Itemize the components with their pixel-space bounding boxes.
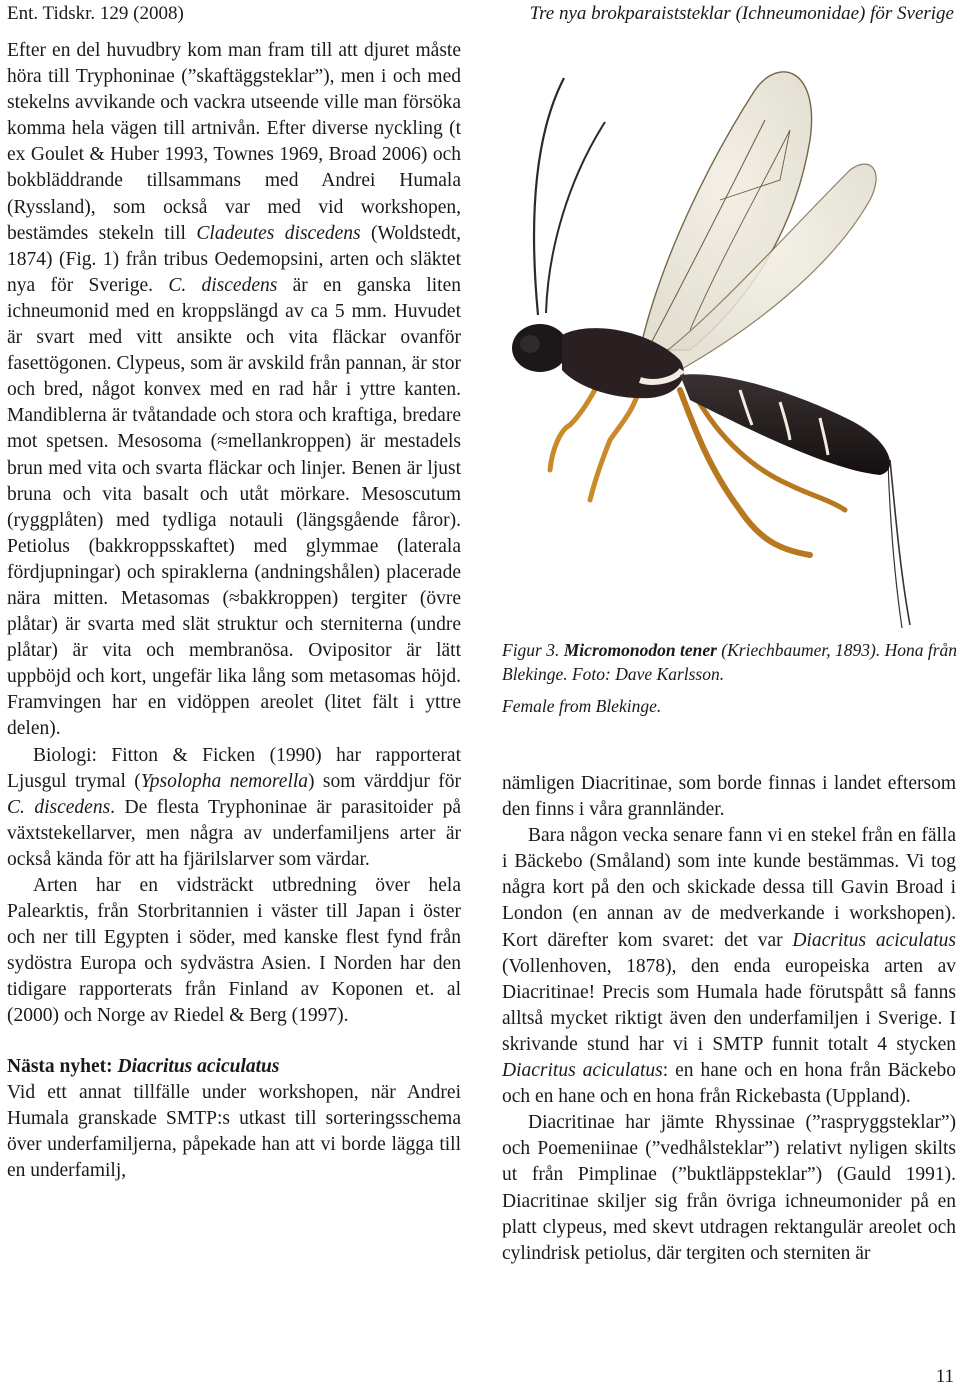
paragraph (7, 873, 461, 1030)
text-run: Bara någon vecka senare fann vi en stekel från en fälla i Bäckebo (Småland) som inte kunde bestämmas. Vi tog några kort på den och skickade dessa till Gavin Broad i London (en annan av de medverkande i workshopen). Kort därefter kom svaret: det var (502, 825, 956, 951)
text-run: Arten har en vidsträckt utbredning över hela Palearktis, från Storbritannien i väster till Japan i öster och ner till Egypten i söder, med kanske flest fynd från sydöstra Europa och sydvästra Asien. I Norden har den tidigare rapporterats från Finland av Koponen et. al (2000) och Norge av Riedel & Berg (1997). (7, 875, 461, 1027)
leg (550, 380, 600, 470)
text-run: . De flesta Tryphoninae är parasitoider på växtstekellarver, men några av underfamiljens arter är också kända för att ha fjärilslarver som värdar. (7, 796, 461, 870)
wasp-photo (490, 30, 960, 630)
left-column (7, 38, 461, 1184)
text-run: Biologi: Fitton & Ficken (1990) har rapporterat Ljusgul trymal ( (7, 744, 461, 792)
text-run: är en ganska liten ichneumonid med en kroppslängd av ca 5 mm. Huvudet är svart med vitt ansikte och vita fläckar ovanför fasettögonen. Clypeus, som är avskild från pannan, är stor och bred, något konvex med en rad hår i yttre kanten. Mandiblerna är tvåtandade och stora och kraftiga, bredare mot spetsen. Mesosoma (≈mellankroppen) är mestadels brun med vita och svarta fläckar och linjer. Benen är ljust bruna och vita basalt och utåt mörkare. Mesoscutum (ryggplåten) med tydliga notauli (längsgående fåror). Petiolus (bakkroppsskaftet) med glymmae (laterala fördjupningar) och spiraklerna (andningshålen) placerade nära mitten. Metasomas (≈bakkroppen) tergiter (övre plåtar) är svarta med slät struktur och sterniterna (undre plåtar) är vita och membranösa. Ovipositor är lätt uppböjd och kort, ungefär lika lång som metasomas höjd. Framvingen har en vidöppen areolet (litet fält i yttre delen). (7, 274, 461, 740)
paragraph (7, 743, 461, 873)
text-run: nämligen Diacritinae, som borde finnas i landet eftersom den finns i våra grannländer. (502, 773, 956, 821)
right-column (502, 771, 956, 1267)
text-run: (Woldstedt, 1874) (Fig. 1) från tribus Oedemopsini, arten och släktet nya för Sverige. (7, 222, 461, 296)
paragraph (7, 1080, 461, 1184)
italic-run: C. discedens (168, 274, 278, 296)
italic-run: Diacritus aciculatus (792, 929, 956, 951)
text-run: (Vollenhoven, 1878), den enda europeiska arten av Diacritinae! Precis som Humala hade förutspått så fanns alltså mycket riktigt även den underfamiljen i Sverige. I skrivande stund har vi i SMTP funnit totalt 4 stycken (502, 955, 956, 1055)
caption-species: Micromonodon tener (563, 640, 717, 660)
paragraph (502, 823, 956, 1110)
section-heading (7, 1054, 461, 1080)
caption-text: (Kriechbaumer, 1893). Hona från Blekinge. Foto: Dave Karlsson. (502, 640, 958, 684)
text-run: Vid ett annat tillfälle under workshopen, när Andrei Humala granskade SMTP:s utkast till sorteringsschema över underfamiljerna, påpekade han att vi borde lägga till en underfamilj, (7, 1081, 461, 1181)
figure-caption (502, 638, 960, 726)
running-header-left: Ent. Tidskr. 129 (2008) (7, 3, 184, 24)
caption-main (502, 638, 960, 686)
italic-run: C. discedens (7, 796, 111, 818)
text-run: Diacritinae har jämte Rhyssinae (”raspryggsteklar”) och Poemeniinae (”vedhålsteklar”) relativt nyligen skilts ut från Pimplinae (”buktläppsteklar”) (Gauld 1991). Diacritinae skiljer sig från övriga ichneumonider på en platt clypeus, med skevt utdragen rektangulär areolet och cylindrisk petiolus, där tergiten och sterniten är (502, 1112, 956, 1264)
caption-label: Figur 3. (502, 640, 564, 660)
paragraph (502, 771, 956, 823)
heading-species: Diacritus aciculatus (117, 1055, 280, 1077)
paragraph (7, 38, 461, 743)
page-number: 11 (935, 1366, 954, 1387)
italic-run: Cladeutes discedens (196, 222, 361, 244)
heading-prefix: Nästa nyhet: (7, 1055, 118, 1077)
text-run: ) som värddjur för (308, 770, 461, 792)
text-run: : en hane och en hona från Bäckebo och en hane och en hona från Rickebasta (Uppland). (502, 1060, 956, 1108)
text-run: Efter en del huvudbry kom man fram till att djuret måste höra till Tryphoninae (”skaftäggsteklar”), men i och med stekelns avvikande och vackra utseende ville man försöka komma hela vägen till artnivån. Efter diverse nyckling (t ex Goulet & Huber 1993, Townes 1969, Broad 2006) och bokbläddrande tillsammans med Andrei Humala (Ryssland), som också var med vid workshopen, bestämdes stekeln till (7, 40, 461, 244)
italic-run: Diacritus aciculatus (502, 1060, 663, 1082)
running-header-right: Tre nya brokparaiststeklar (Ichneumonidae) för Sverige (529, 3, 954, 24)
italic-run: Ypsolopha nemorella (140, 770, 309, 792)
caption-english: Female from Blekinge. (502, 696, 662, 716)
antenna (546, 122, 605, 313)
paragraph (502, 1110, 956, 1267)
head (512, 324, 568, 372)
leg (590, 385, 640, 500)
